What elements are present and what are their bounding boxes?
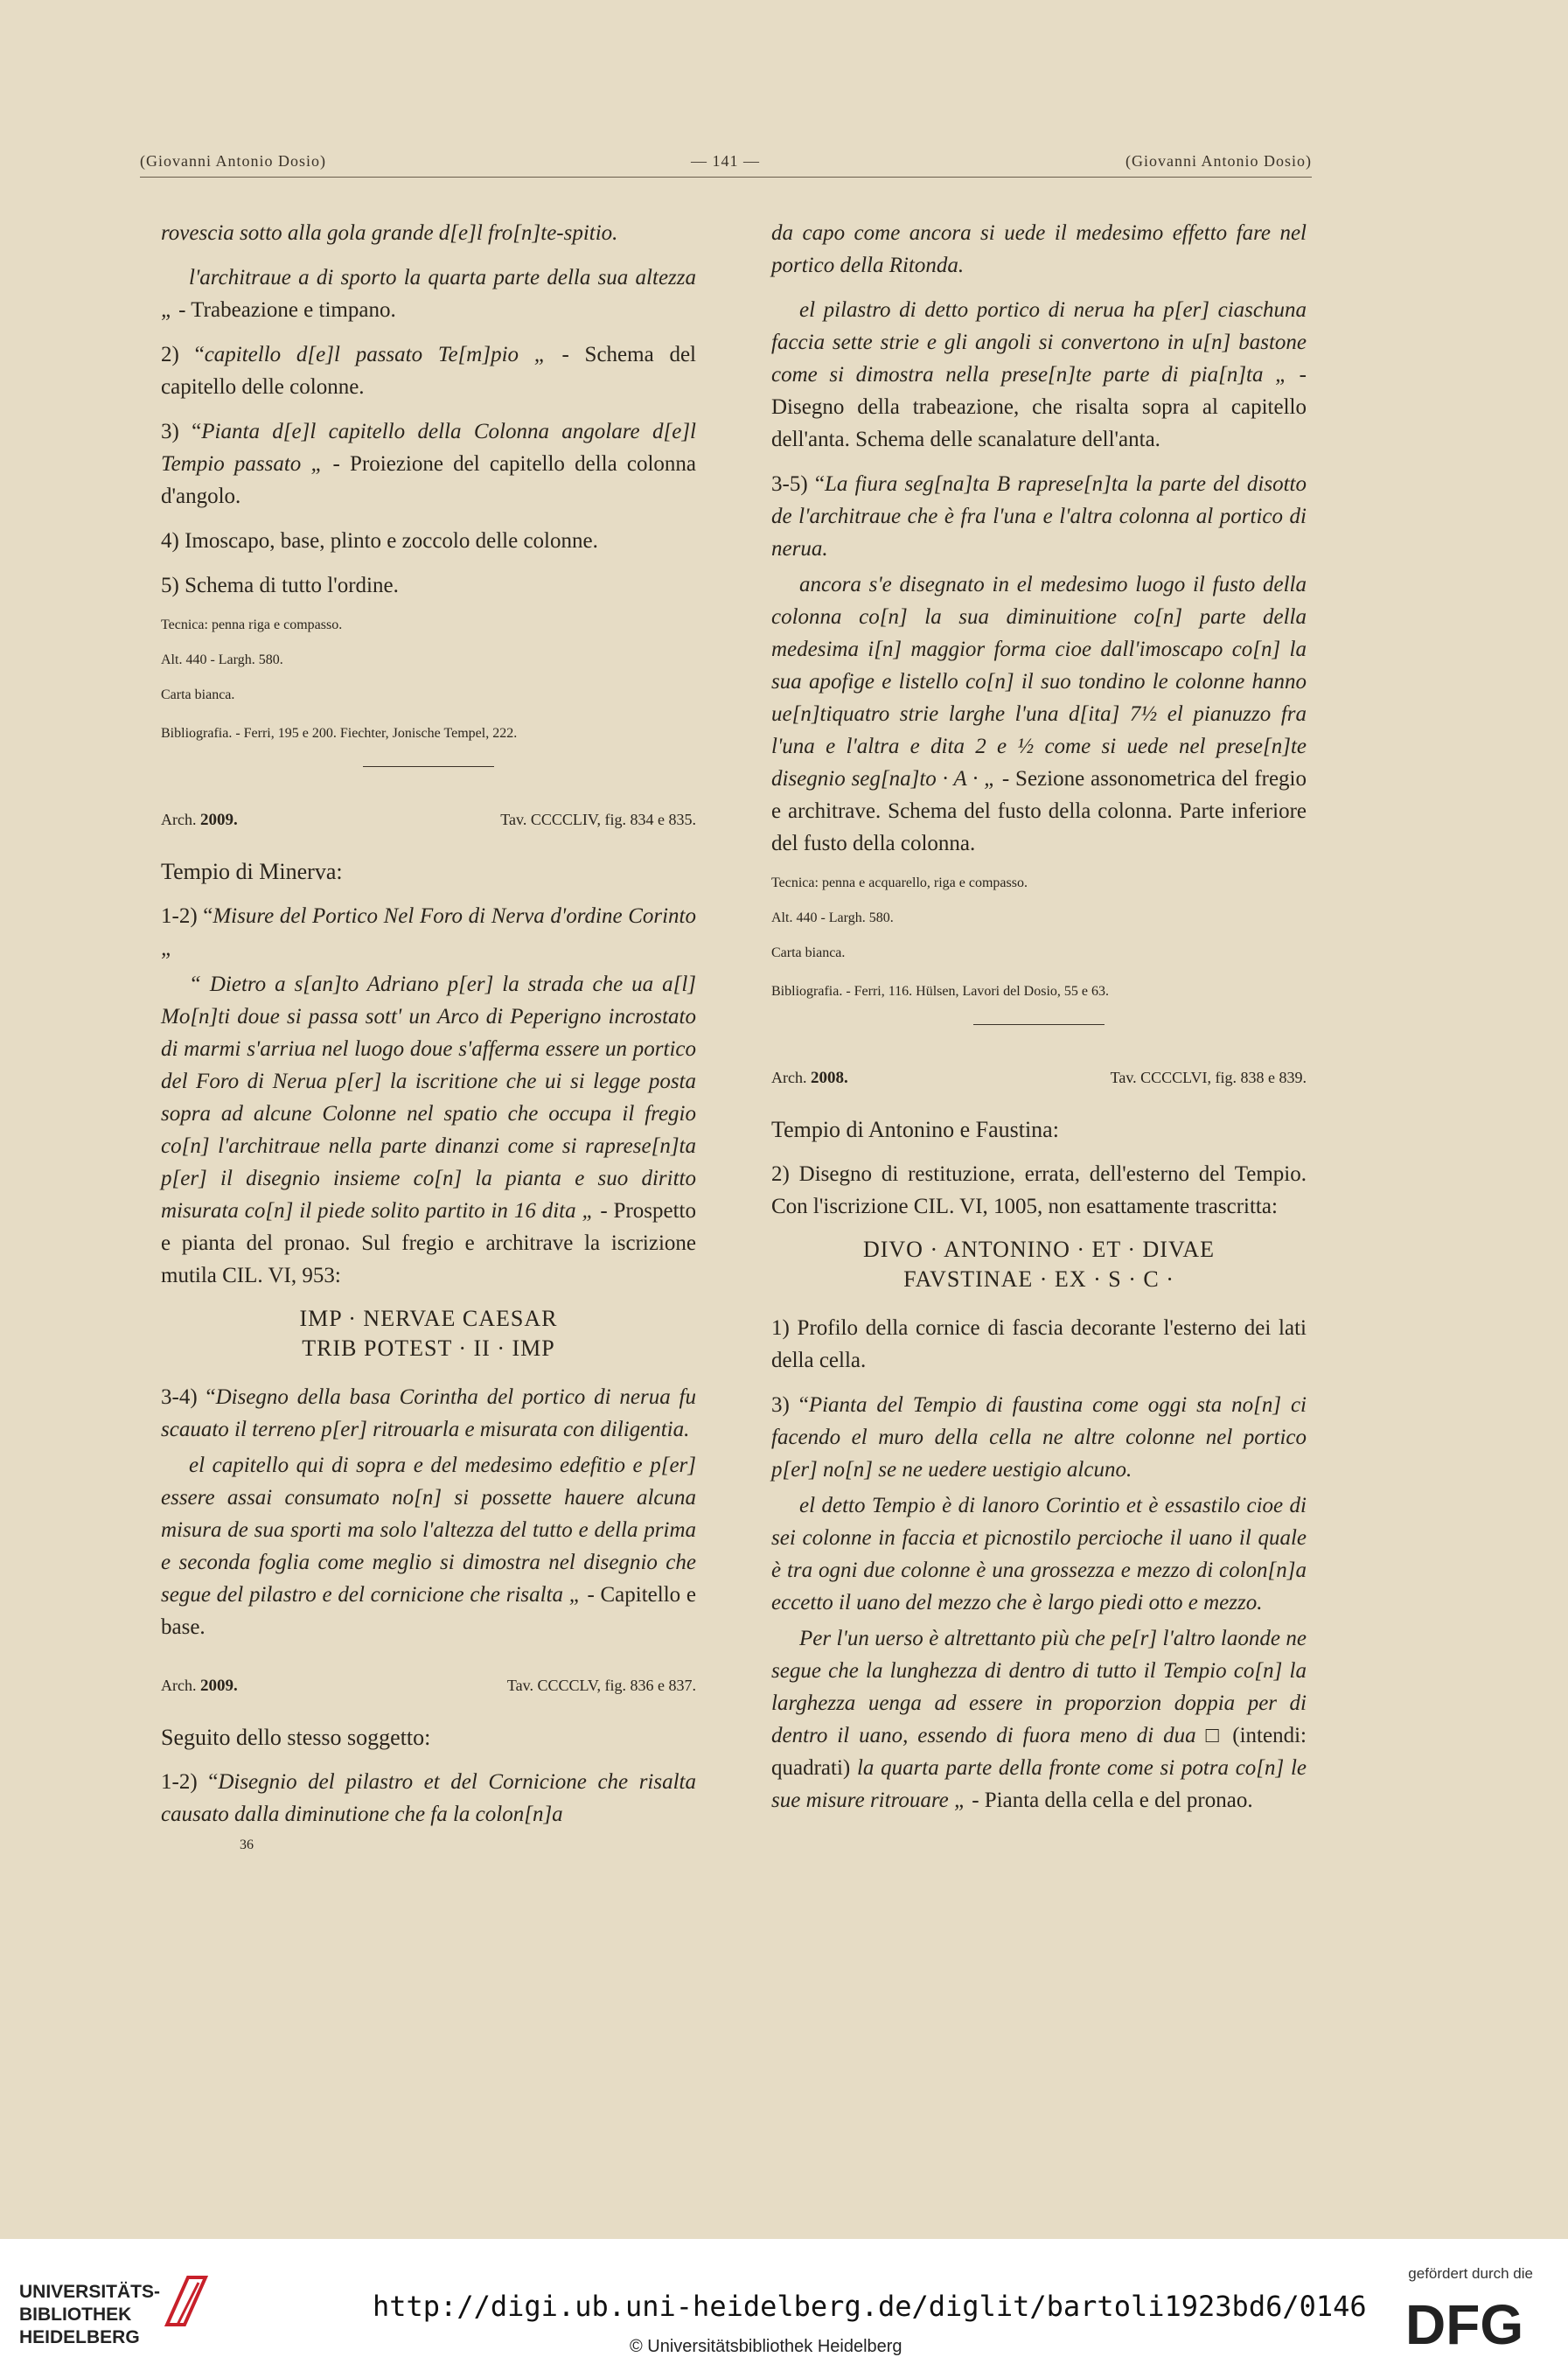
- paragraph: da capo come ancora si uede il medesimo effetto fare nel portico della Ritonda.: [771, 221, 1307, 277]
- paragraph: 1-2) “Misure del Portico Nel Foro di Nerva d'ordine Corinto „: [161, 904, 696, 960]
- inscription: DIVO · ANTONINO · ET · DIVAE FAVSTINAE · EX · S · C ·: [862, 1237, 1216, 1292]
- paragraph: ancora s'e disegnato in el medesimo luogo il fusto della colonna co[n] la sua diminuitione co[n] parte della medesima i[n] maggior forma cioe dall'imoscapo co[n] la sua apofige e listello co[n] il suo tondino le colonne hanno ue[n]tiquatro strie larghe l'una d[ita] 7½ el pianuzzo fra l'una e l'altra e dita 2 e ½ come si uede nel prese[n]te disegnio seg[na]to · A · „ - Sezione assonometrica del fregio e architrave. Schema del fusto della colonna. Parte inferiore del fusto della colonna.: [771, 573, 1307, 855]
- paragraph: “ Dietro a s[an]to Adriano p[er] la strada che ua a[l] Mo[n]ti doue si passa sott' un Arco di Peperigno incrostato di marmi s'arriua nel luogo doue s'afferma essere un portico del Foro di Nerua p[er] la iscritione che ui si legge posta sopra ad alcune Colonne nel spatio che occupa il fregio co[n] l'architraue nella parte dinanzi come si raprese[n]ta p[er] il disegnio insieme co[n] la pianta e suo diritto misurata co[n] il piede solito partito in 16 dita „ - Prospetto e pianta del pronao. Sul fregio e architrave la iscrizione mutila CIL. VI, 953:: [161, 973, 696, 1287]
- paragraph: 1) Profilo della cornice di fascia decorante l'esterno dei lati della cella.: [771, 1316, 1307, 1372]
- funding-label: gefördert durch die: [1408, 2265, 1533, 2282]
- paragraph: 3-4) “Disegno della basa Corintha del portico di nerua fu scauato il terreno p[er] ritrouarla e misurata con diligentia.: [161, 1385, 696, 1441]
- section-heading: Seguito dello stesso soggetto:: [161, 1725, 431, 1750]
- archive-line: Arch. 2009. Tav. CCCCLV, fig. 836 e 837.: [161, 1677, 696, 1695]
- permalink-url[interactable]: http://digi.ub.uni-heidelberg.de/diglit/bartoli1923bd6/0146: [373, 2290, 1367, 2323]
- inscription: IMP · NERVAE CAESAR TRIB POTEST · II · IMP: [299, 1306, 558, 1361]
- bibliography: Bibliografia. - Ferri, 116. Hülsen, Lavori del Dosio, 55 e 63.: [771, 984, 1109, 999]
- paragraph: 4) Imoscapo, base, plinto e zoccolo delle colonne.: [161, 529, 598, 553]
- paragraph: Per l'un uerso è altrettanto più che pe[r] l'altro laonde ne segue che la lunghezza di dentro di tutto il Tempio co[n] la larghezza uenga ad essere in proporzion doppia per di dentro il uano, essendo di fuora meno di dua □ (intendi: quadrati) la quarta parte della fronte come si potra co[n] le sue misure ritrouare „ - Pianta della cella e del pronao.: [771, 1627, 1307, 1812]
- section-heading: Tempio di Antonino e Faustina:: [771, 1117, 1059, 1142]
- svg-text:DFG: DFG: [1405, 2293, 1524, 2353]
- paragraph: 2) Disegno di restituzione, errata, dell'esterno del Tempio. Con l'iscrizione CIL. VI, 1005, non esattamente trascritta:: [771, 1162, 1307, 1218]
- paragraph: 2) “capitello d[e]l passato Te[m]pio „ - Schema del capitello delle colonne.: [161, 343, 696, 399]
- left-column: [161, 217, 696, 1869]
- running-head-right: (Giovanni Antonio Dosio): [1125, 152, 1312, 170]
- header-rule: [140, 177, 1312, 178]
- running-head-left: (Giovanni Antonio Dosio): [140, 152, 326, 170]
- paragraph: el capitello qui di sopra e del medesimo edefitio e p[er] essere assai consumato no[n] si possette hauere alcuna misura de sua sporti ma solo l'altezza del tutto e della prima e seconda foglia come meglio si dimostra nel disegnio che segue del pilastro e del cornicione che risalta „ - Capitello e base.: [161, 1454, 696, 1639]
- technique-note: Tecnica: penna riga e compasso.: [161, 617, 343, 632]
- technique-note: Tecnica: penna e acquarello, riga e compasso.: [771, 875, 1028, 890]
- archive-line: Arch. 2009. Tav. CCCCLIV, fig. 834 e 835.: [161, 811, 696, 829]
- bibliography: Bibliografia. - Ferri, 195 e 200. Fiechter, Jonische Tempel, 222.: [161, 726, 518, 741]
- dimensions-note: Alt. 440 - Largh. 580.: [161, 652, 283, 667]
- page-number: — 141 —: [691, 152, 760, 170]
- paper-note: Carta bianca.: [161, 687, 235, 702]
- archive-line: Arch. 2008. Tav. CCCCLVI, fig. 838 e 839.: [771, 1069, 1307, 1087]
- paper-note: Carta bianca.: [771, 945, 846, 960]
- paragraph: el detto Tempio è di lanoro Corintio et è essastilo cioe di sei colonne in faccia et picnostilo percioche il uano il quale è tra ogni due colonne è una grossezza e mezzo di colon[n]a eccetto il uano del mezzo che è largo piedi otto e mezzo.: [771, 1494, 1307, 1614]
- paragraph: l'architraue a di sporto la quarta parte della sua altezza „ - Trabeazione e timpano.: [161, 266, 696, 322]
- right-column: [771, 217, 1307, 1829]
- paragraph: 3) “Pianta d[e]l capitello della Colonna angolare d[e]l Tempio passato „ - Proiezione del capitello della colonna d'angolo.: [161, 420, 697, 508]
- copyright-notice: © Universitätsbibliothek Heidelberg: [630, 2337, 902, 2356]
- signature-mark: 36: [240, 1838, 254, 1852]
- paragraph: 3) “Pianta del Tempio di faustina come oggi sta no[n] ci facendo el muro della cella ne altre colonne nel portico p[er] no[n] se ne uedere uestigio alcuno.: [771, 1393, 1307, 1482]
- section-heading: Tempio di Minerva:: [161, 859, 343, 884]
- section-separator: [363, 766, 494, 767]
- paragraph: 1-2) “Disegnio del pilastro et del Cornicione che risalta causato dalla diminutione che fa la colon[n]a: [161, 1770, 696, 1826]
- section-separator: [973, 1024, 1105, 1025]
- dfg-logo-icon: [1405, 2291, 1537, 2353]
- dimensions-note: Alt. 440 - Largh. 580.: [771, 910, 894, 925]
- square-symbol: □: [1205, 1724, 1223, 1747]
- viewer-footer: [0, 2239, 1568, 2378]
- paragraph: rovescia sotto alla gola grande d[e]l fro[n]te-spitio.: [161, 221, 618, 245]
- paragraph: 5) Schema di tutto l'ordine.: [161, 574, 399, 597]
- paragraph: 3-5) “La fiura seg[na]ta B raprese[n]ta la parte del disotto de l'architraue che è fra l'una e l'altra colonna al portico di nerua.: [771, 472, 1307, 561]
- library-logo-text: UNIVERSITÄTS- BIBLIOTHEK HEIDELBERG: [19, 2282, 161, 2347]
- paragraph: el pilastro di detto portico di nerua ha p[er] ciaschuna faccia sette strie e gli angoli si convertono in u[n] bastone come si dimostra nella prese[n]te parte di pia[n]ta „ - Disegno della trabeazione, che risalta sopra al capitello dell'anta. Schema delle scanalature dell'anta.: [771, 298, 1307, 451]
- library-emblem-icon: [162, 2270, 211, 2332]
